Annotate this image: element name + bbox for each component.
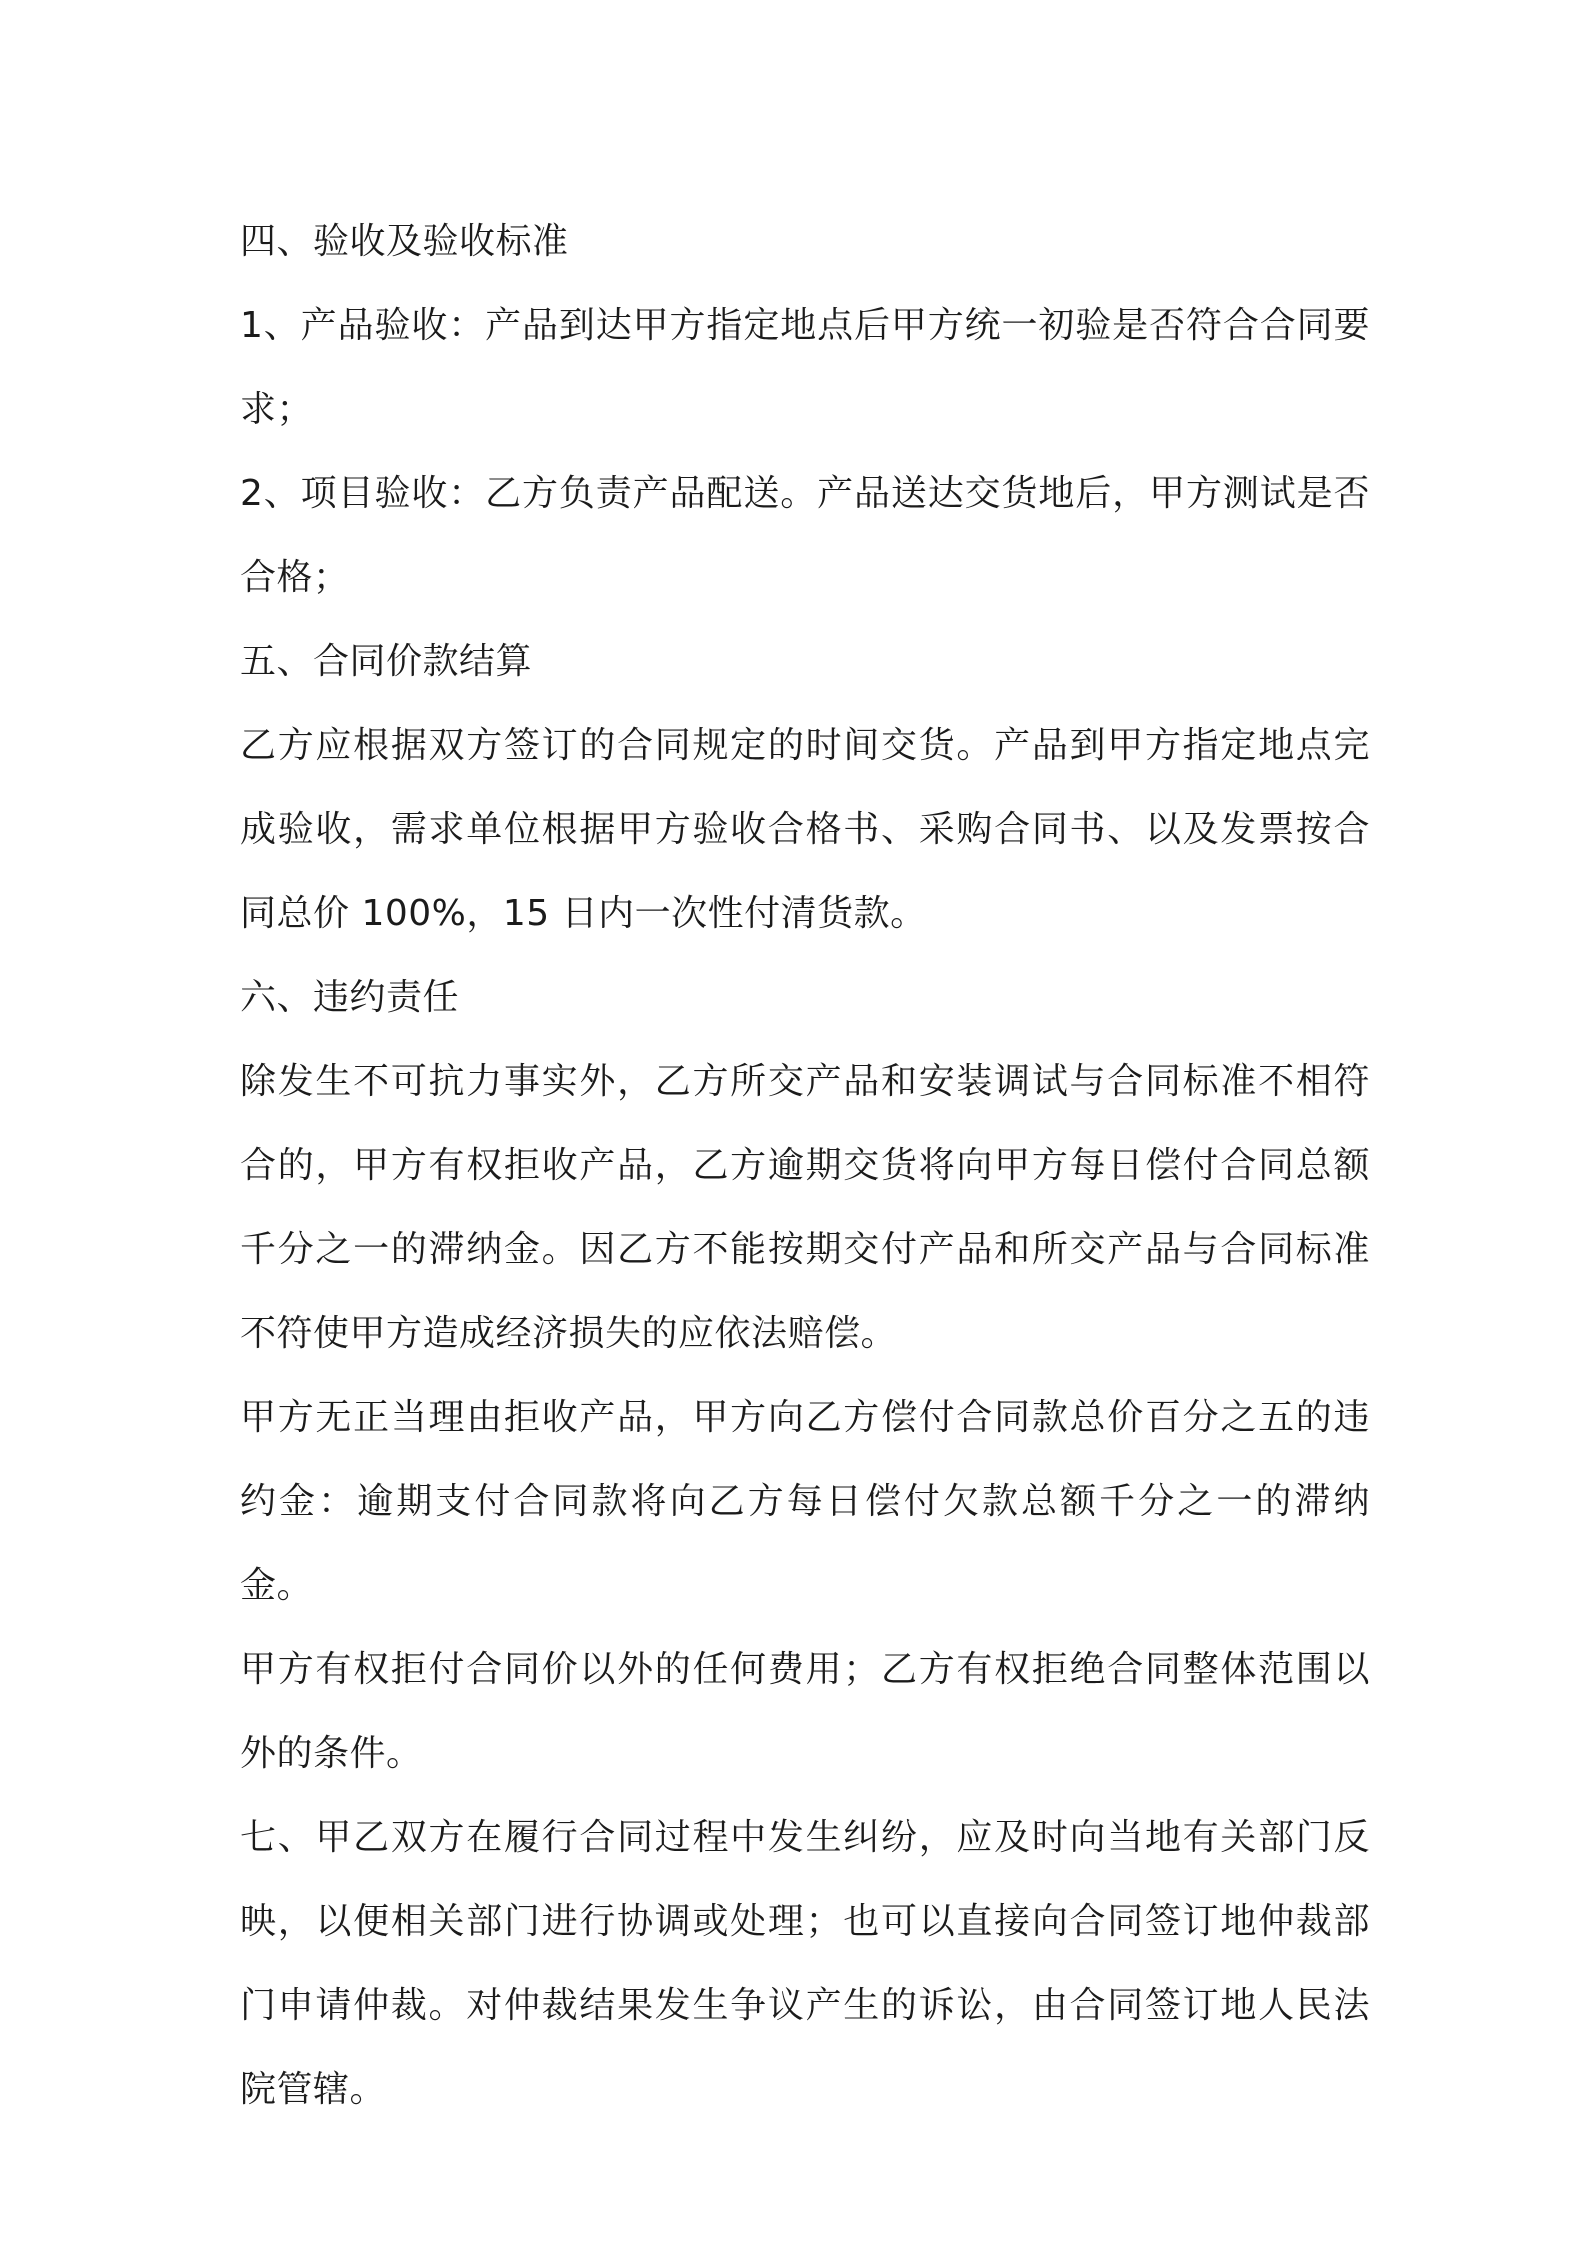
section-4-item-1: 1、产品验收：产品到达甲方指定地点后甲方统一初验是否符合合同要求； bbox=[240, 305, 1370, 430]
section-7-body: 七、甲乙双方在履行合同过程中发生纠纷，应及时向当地有关部门反映，以便相关部门进行协调或处理；也可以直接向合同签订地仲裁部门申请仲裁。对仲裁结果发生争议产生的诉讼，由合同签订地人民法院管辖。 bbox=[240, 1817, 1370, 2110]
section-5-heading: 五、合同价款结算 bbox=[240, 641, 533, 682]
section-4-item-2: 2、项目验收：乙方负责产品配送。产品送达交货地后，甲方测试是否合格； bbox=[240, 473, 1370, 598]
document-page bbox=[240, 200, 1370, 2132]
section-6-paragraph-3: 甲方有权拒付合同价以外的任何费用；乙方有权拒绝合同整体范围以外的条件。 bbox=[240, 1649, 1370, 1774]
section-6-paragraph-1: 除发生不可抗力事实外，乙方所交产品和安装调试与合同标准不相符合的，甲方有权拒收产品，乙方逾期交货将向甲方每日偿付合同总额千分之一的滞纳金。因乙方不能按期交付产品和所交产品与合同标准不符使甲方造成经济损失的应依法赔偿。 bbox=[240, 1061, 1370, 1354]
section-5-body: 乙方应根据双方签订的合同规定的时间交货。产品到甲方指定地点完成验收，需求单位根据甲方验收合格书、采购合同书、以及发票按合同总价 100%，15 日内一次性付清货款。 bbox=[240, 725, 1370, 934]
section-4-heading: 四、验收及验收标准 bbox=[240, 221, 569, 262]
section-6-paragraph-2: 甲方无正当理由拒收产品，甲方向乙方偿付合同款总价百分之五的违约金：逾期支付合同款将向乙方每日偿付欠款总额千分之一的滞纳金。 bbox=[240, 1397, 1370, 1606]
section-6-heading: 六、违约责任 bbox=[240, 977, 460, 1018]
